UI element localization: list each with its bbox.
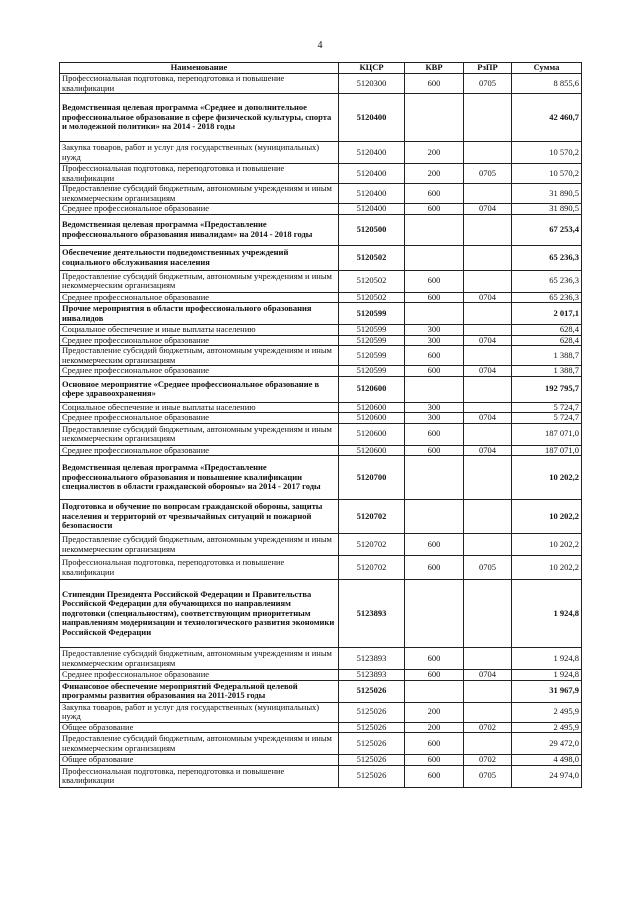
cell-kcsr: 5120300 [339,74,405,94]
cell-sum: 628,4 [512,335,582,346]
header-kvr: КВР [405,63,464,74]
cell-sum: 187 071,0 [512,423,582,445]
cell-rzpr [464,534,512,556]
cell-sum: 65 236,3 [512,245,582,270]
header-rzpr: РзПР [464,63,512,74]
table-header-row [60,63,582,74]
cell-name: Предоставление субсидий бюджетным, автономным учреждениям и иным некоммерческим организациям [60,648,339,670]
cell-name: Общее образование [60,722,339,733]
cell-sum: 10 202,2 [512,500,582,534]
budget-table [59,62,582,788]
cell-kvr: 300 [405,335,464,346]
cell-sum: 67 253,4 [512,214,582,245]
cell-kvr [405,376,464,402]
header-sum: Сумма [512,63,582,74]
cell-sum: 1 924,8 [512,670,582,681]
cell-kcsr: 5120502 [339,292,405,303]
cell-name: Обеспечение деятельности подведомственных учреждений социального обслуживания населения [60,245,339,270]
table-row [60,292,582,303]
table-row [60,270,582,292]
table-row [60,702,582,722]
cell-kvr: 600 [405,765,464,787]
cell-kvr: 300 [405,413,464,424]
cell-rzpr: 0702 [464,722,512,733]
table-row [60,755,582,766]
cell-kcsr: 5120600 [339,402,405,413]
table-row [60,402,582,413]
cell-kcsr: 5120600 [339,413,405,424]
cell-kvr: 600 [405,346,464,366]
cell-sum: 4 498,0 [512,755,582,766]
cell-kvr [405,214,464,245]
cell-rzpr [464,184,512,204]
cell-rzpr: 0704 [464,445,512,456]
table-row [60,733,582,755]
cell-sum: 2 017,1 [512,303,582,325]
cell-kvr: 200 [405,164,464,184]
table-row [60,556,582,580]
cell-kvr: 600 [405,74,464,94]
cell-sum: 192 795,7 [512,376,582,402]
cell-name: Предоставление субсидий бюджетным, автономным учреждениям и иным некоммерческим организациям [60,534,339,556]
cell-kcsr: 5120600 [339,423,405,445]
cell-kcsr: 5120702 [339,534,405,556]
cell-name: Финансовое обеспечение мероприятий Федеральной целевой программы развития образования на 2011-2015 годы [60,680,339,702]
cell-kvr: 300 [405,402,464,413]
cell-rzpr [464,423,512,445]
cell-rzpr: 0704 [464,335,512,346]
cell-sum: 31 890,5 [512,184,582,204]
cell-kvr [405,580,464,648]
cell-kvr: 600 [405,648,464,670]
cell-name: Закупка товаров, работ и услуг для государственных (муниципальных) нужд [60,142,339,164]
table-row [60,648,582,670]
cell-sum: 5 724,7 [512,402,582,413]
cell-rzpr: 0704 [464,670,512,681]
cell-kcsr: 5120599 [339,325,405,336]
cell-rzpr [464,402,512,413]
cell-rzpr [464,733,512,755]
cell-sum: 187 071,0 [512,445,582,456]
cell-name: Среднее профессиональное образование [60,335,339,346]
cell-name: Ведомственная целевая программа «Предоставление профессионального образования и повышение квалификации специалистов в области гражданской обороны» на 2014 - 2017 годы [60,456,339,500]
table-row [60,164,582,184]
cell-name: Общее образование [60,755,339,766]
cell-sum: 5 724,7 [512,413,582,424]
cell-kvr: 600 [405,733,464,755]
cell-kcsr: 5120599 [339,303,405,325]
cell-name: Основное мероприятие «Среднее профессиональное образование в сфере здравоохранения» [60,376,339,402]
table-row [60,680,582,702]
cell-kcsr: 5125026 [339,702,405,722]
table-row [60,413,582,424]
cell-sum: 31 890,5 [512,204,582,215]
cell-sum: 65 236,3 [512,292,582,303]
page-number: 4 [317,40,323,51]
table-row [60,94,582,142]
cell-rzpr: 0704 [464,366,512,377]
cell-sum: 24 974,0 [512,765,582,787]
table-row [60,303,582,325]
cell-name: Предоставление субсидий бюджетным, автономным учреждениям и иным некоммерческим организациям [60,184,339,204]
cell-name: Прочие мероприятия в области профессионального образования инвалидов [60,303,339,325]
table-row [60,376,582,402]
cell-name: Профессиональная подготовка, переподготовка и повышение квалификации [60,556,339,580]
table-row [60,670,582,681]
cell-name: Социальное обеспечение и иные выплаты населению [60,402,339,413]
cell-sum: 65 236,3 [512,270,582,292]
cell-kcsr: 5120400 [339,184,405,204]
cell-kcsr: 5120599 [339,335,405,346]
cell-kvr [405,680,464,702]
cell-name: Среднее профессиональное образование [60,445,339,456]
cell-name: Профессиональная подготовка, переподготовка и повышение квалификации [60,164,339,184]
table-row [60,722,582,733]
cell-name: Стипендии Президента Российской Федерации и Правительства Российской Федерации для обучающихся по направлениям подготовки (специальностям), соответствующим приоритетным направлениям модернизации и технологического развития экономики Российской Федерации [60,580,339,648]
cell-name: Социальное обеспечение и иные выплаты населению [60,325,339,336]
cell-sum: 10 570,2 [512,164,582,184]
cell-name: Предоставление субсидий бюджетным, автономным учреждениям и иным некоммерческим организациям [60,733,339,755]
cell-rzpr [464,245,512,270]
cell-kvr [405,500,464,534]
cell-kcsr: 5123893 [339,670,405,681]
cell-kvr: 600 [405,534,464,556]
cell-rzpr [464,456,512,500]
cell-kvr [405,303,464,325]
cell-sum: 1 924,8 [512,580,582,648]
cell-kcsr: 5120599 [339,366,405,377]
cell-sum: 29 472,0 [512,733,582,755]
cell-kcsr: 5120502 [339,270,405,292]
cell-name: Ведомственная целевая программа «Среднее и дополнительное профессиональное образование в сфере физической культуры, спорта и молодежной политики» на 2014 - 2018 годы [60,94,339,142]
cell-kcsr: 5120400 [339,164,405,184]
cell-rzpr: 0705 [464,765,512,787]
table-row [60,335,582,346]
cell-name: Подготовка и обучение по вопросам гражданской обороны, защиты населения и территорий от чрезвычайных ситуаций и пожарной безопасности [60,500,339,534]
cell-rzpr: 0704 [464,292,512,303]
table-row [60,245,582,270]
cell-rzpr: 0705 [464,74,512,94]
cell-kcsr: 5123893 [339,648,405,670]
cell-kcsr: 5120600 [339,445,405,456]
cell-rzpr [464,270,512,292]
cell-kcsr: 5120502 [339,245,405,270]
cell-rzpr [464,376,512,402]
cell-kcsr: 5125026 [339,680,405,702]
table-row [60,184,582,204]
cell-kcsr: 5125026 [339,765,405,787]
cell-kvr: 600 [405,366,464,377]
cell-kvr: 600 [405,204,464,215]
cell-name: Закупка товаров, работ и услуг для государственных (муниципальных) нужд [60,702,339,722]
table-row [60,534,582,556]
cell-sum: 1 924,8 [512,648,582,670]
cell-rzpr [464,500,512,534]
cell-kcsr: 5120400 [339,142,405,164]
cell-rzpr: 0704 [464,413,512,424]
cell-name: Профессиональная подготовка, переподготовка и повышение квалификации [60,74,339,94]
cell-name: Предоставление субсидий бюджетным, автономным учреждениям и иным некоммерческим организациям [60,423,339,445]
cell-rzpr [464,680,512,702]
table-row [60,325,582,336]
table-row [60,366,582,377]
cell-sum: 10 570,2 [512,142,582,164]
cell-sum: 10 202,2 [512,456,582,500]
cell-kvr [405,94,464,142]
cell-name: Среднее профессиональное образование [60,413,339,424]
cell-kcsr: 5120700 [339,456,405,500]
cell-rzpr [464,94,512,142]
cell-rzpr [464,325,512,336]
cell-kvr: 300 [405,325,464,336]
cell-sum: 8 855,6 [512,74,582,94]
cell-name: Среднее профессиональное образование [60,204,339,215]
cell-kcsr: 5120400 [339,204,405,215]
cell-kvr: 200 [405,142,464,164]
table-row [60,142,582,164]
cell-kvr: 600 [405,670,464,681]
cell-sum: 1 388,7 [512,366,582,377]
cell-name: Среднее профессиональное образование [60,366,339,377]
table-row [60,765,582,787]
cell-kvr: 600 [405,556,464,580]
cell-name: Профессиональная подготовка, переподготовка и повышение квалификации [60,765,339,787]
cell-rzpr [464,346,512,366]
cell-kcsr: 5125026 [339,722,405,733]
cell-kvr: 200 [405,702,464,722]
cell-sum: 10 202,2 [512,534,582,556]
cell-kvr: 600 [405,270,464,292]
cell-sum: 628,4 [512,325,582,336]
cell-rzpr: 0705 [464,164,512,184]
cell-sum: 1 388,7 [512,346,582,366]
table-row [60,204,582,215]
table-row [60,456,582,500]
cell-rzpr: 0704 [464,204,512,215]
cell-kcsr: 5120702 [339,556,405,580]
cell-kcsr: 5120599 [339,346,405,366]
cell-name: Среднее профессиональное образование [60,670,339,681]
cell-rzpr [464,580,512,648]
table-row [60,423,582,445]
cell-kvr [405,456,464,500]
cell-rzpr [464,648,512,670]
cell-sum: 2 495,9 [512,702,582,722]
cell-rzpr: 0702 [464,755,512,766]
cell-kcsr: 5123893 [339,580,405,648]
cell-rzpr [464,702,512,722]
cell-rzpr [464,142,512,164]
cell-kcsr: 5125026 [339,733,405,755]
header-kcsr: КЦСР [339,63,405,74]
cell-kvr: 200 [405,722,464,733]
table-row [60,500,582,534]
table-row [60,580,582,648]
cell-kvr: 600 [405,292,464,303]
table-row [60,445,582,456]
cell-sum: 2 495,9 [512,722,582,733]
cell-kvr: 600 [405,755,464,766]
cell-kcsr: 5125026 [339,755,405,766]
table-row [60,214,582,245]
cell-kcsr: 5120702 [339,500,405,534]
cell-kcsr: 5120600 [339,376,405,402]
table-row [60,346,582,366]
cell-name: Предоставление субсидий бюджетным, автономным учреждениям и иным некоммерческим организациям [60,346,339,366]
cell-kvr: 600 [405,445,464,456]
cell-kcsr: 5120500 [339,214,405,245]
cell-sum: 42 460,7 [512,94,582,142]
table-row [60,74,582,94]
cell-rzpr [464,303,512,325]
cell-sum: 31 967,9 [512,680,582,702]
cell-kcsr: 5120400 [339,94,405,142]
cell-name: Ведомственная целевая программа «Предоставление профессионального образования инвалидам» на 2014 - 2018 годы [60,214,339,245]
cell-kvr: 600 [405,423,464,445]
header-name: Наименование [60,63,339,74]
cell-rzpr [464,214,512,245]
cell-sum: 10 202,2 [512,556,582,580]
cell-name: Предоставление субсидий бюджетным, автономным учреждениям и иным некоммерческим организациям [60,270,339,292]
cell-rzpr: 0705 [464,556,512,580]
cell-kvr [405,245,464,270]
cell-kvr: 600 [405,184,464,204]
cell-name: Среднее профессиональное образование [60,292,339,303]
